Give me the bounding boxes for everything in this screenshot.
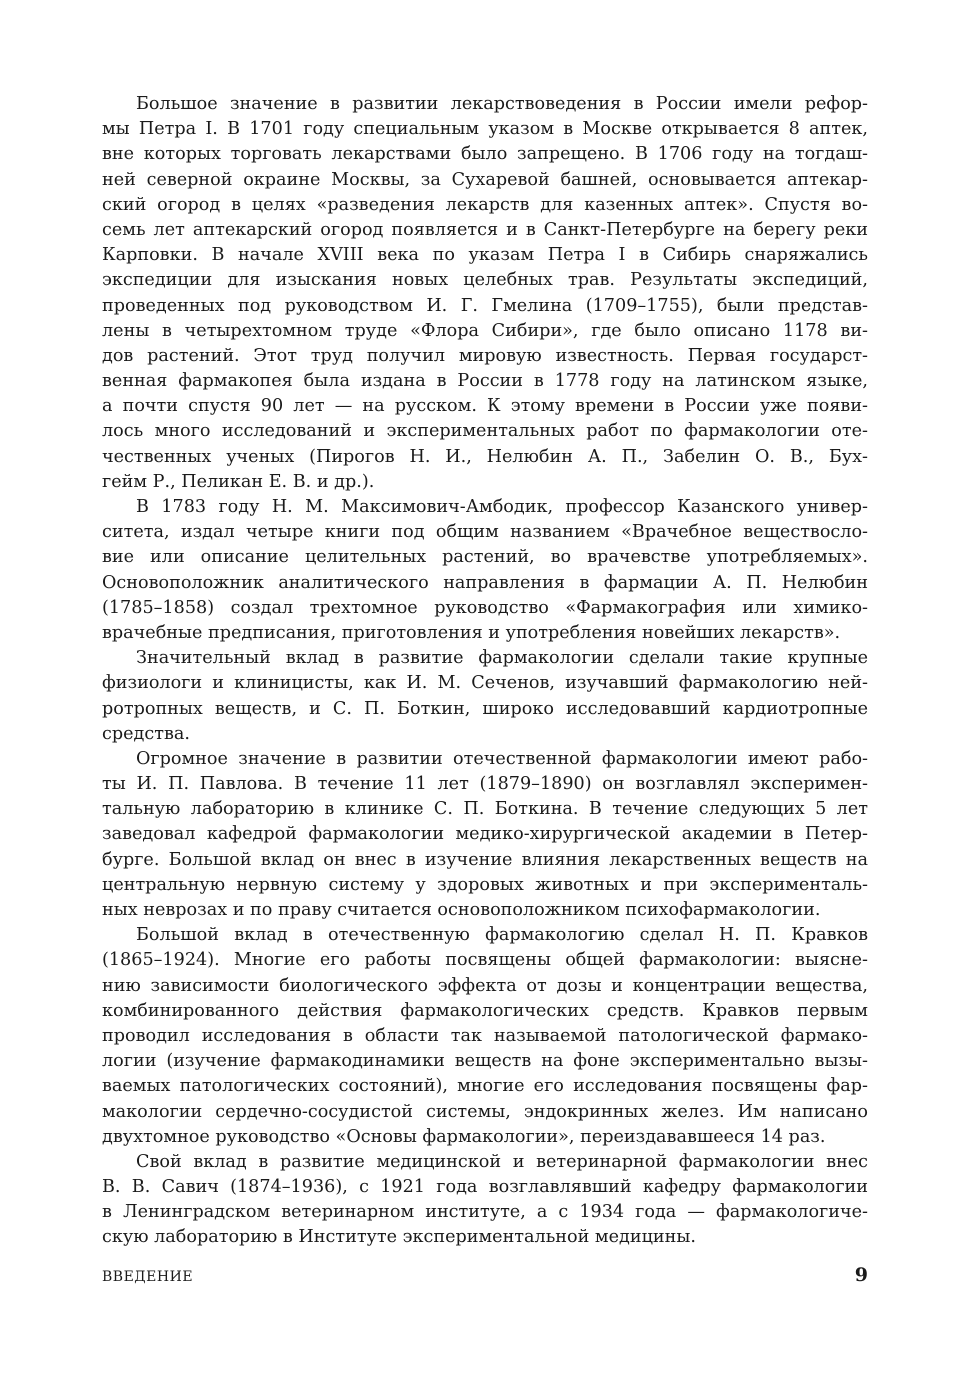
text-line: врачебные предписания, приготовления и употребления новейших лекарств». (102, 622, 841, 643)
text-line: Огромное значение в развитии отечественной фармакологии имеют рабо- (136, 748, 868, 769)
text-line: макологии сердечно-сосудистой системы, эндокринных желез. Им написано (102, 1101, 868, 1122)
text-line: проведенных под руководством И. Г. Гмелина (1709–1755), были представ- (102, 295, 868, 316)
text-line: скую лабораторию в Институте экспериментальной медицины. (102, 1227, 696, 1248)
text-line: в Ленинградском ветеринарном институте, а с 1934 года — фармакологиче- (102, 1202, 868, 1223)
body-text (102, 92, 868, 1251)
text-line: венная фармакопея была издана в России в 1778 году на латинском языке, (102, 371, 868, 392)
text-line: комбинированного действия фармакологических средств. Кравков первым (102, 1000, 868, 1021)
text-line: физиологи и клиницисты, как И. М. Сеченов, изучавший фармакологию ней- (102, 673, 868, 694)
text-line: нию зависимости биологического эффекта от дозы и концентрации вещества, (102, 975, 868, 996)
text-line: двухтомное руководство «Основы фармакологии», переиздававшееся 14 раз. (102, 1126, 826, 1147)
text-line: Основоположник аналитического направления в фармации А. П. Нелюбин (102, 572, 868, 593)
text-line: дов растений. Этот труд получил мировую известность. Первая государст- (102, 345, 868, 366)
text-line: ней северной окраине Москвы, за Сухаревой башней, основывается аптекар- (102, 169, 868, 190)
paragraph (102, 92, 868, 495)
paragraph (102, 495, 868, 646)
text-line: заведовал кафедрой фармакологии медико-хирургической академии в Петер- (102, 824, 868, 845)
text-line: мы Петра I. В 1701 году специальным указом в Москве открывается 8 аптек, (102, 119, 868, 140)
text-line: ных неврозах и по праву считается основоположником психофармакологии. (102, 900, 821, 920)
text-line: проводил исследования в области так называемой патологической фармако- (102, 1025, 868, 1046)
paragraph (102, 646, 868, 747)
text-line: экспедиции для изыскания новых целебных трав. Результаты экспедиций, (102, 270, 868, 291)
paragraph (102, 1150, 868, 1251)
text-line: вне которых торговать лекарствами было запрещено. В 1706 году на тогдаш- (102, 144, 868, 165)
paragraph (102, 747, 868, 923)
text-line: ты И. П. Павлова. В течение 11 лет (1879–1890) он возглавлял эксперимен- (102, 774, 868, 795)
text-line: Свой вклад в развитие медицинской и ветеринарной фармакологии внес (136, 1151, 868, 1172)
text-line: ротропных веществ, и С. П. Боткин, широко исследовавший кардиотропные (102, 698, 868, 719)
text-line: тальную лабораторию в клинике С. П. Боткина. В течение следующих 5 лет (102, 799, 868, 820)
text-line: средства. (102, 723, 190, 744)
running-footer-section: ВВЕДЕНИЕ (102, 1269, 194, 1285)
text-line: Карповки. В начале XVIII века по указам Петра I в Сибирь снаряжались (102, 245, 868, 266)
text-line: (1865–1924). Многие его работы посвящены общей фармакологии: выясне- (102, 950, 868, 971)
text-line: гейм Р., Пеликан Е. В. и др.). (102, 471, 375, 492)
text-line: В. В. Савич (1874–1936), с 1921 года возглавлявший кафедру фармакологии (102, 1177, 868, 1198)
text-line: Большое значение в развитии лекарствоведения в России имели рефор- (136, 94, 868, 114)
text-line: ваемых патологических состояний), многие его исследования посвящены фар- (102, 1076, 868, 1097)
text-line: бурге. Большой вклад он внес в изучение влияния лекарственных веществ на (102, 849, 868, 870)
text-line: (1785–1858) создал трехтомное руководство «Фармакография или химико- (102, 597, 868, 618)
text-line: чественных ученых (Пирогов Н. И., Нелюбин А. П., Забелин О. В., Бух- (102, 446, 868, 467)
text-line: лось много исследований и экспериментальных работ по фармакологии оте- (102, 421, 868, 442)
text-line: центральную нервную систему у здоровых животных и при эксперименталь- (102, 874, 868, 895)
text-line: Значительный вклад в развитие фармакологии сделали такие крупные (136, 648, 868, 669)
text-line: ский огород в целях «разведения лекарств для казенных аптек». Спустя во- (102, 194, 868, 215)
paragraph (102, 923, 868, 1150)
text-line: вие или описание целительных растений, во врачевстве употребляемых». (102, 547, 868, 568)
text-line: В 1783 году Н. М. Максимович-Амбодик, профессор Казанского универ- (136, 497, 868, 517)
text-line: ситета, издал четыре книги под общим названием «Врачебное веществосло- (102, 522, 868, 543)
text-line: а почти спустя 90 лет — на русском. К этому времени в России уже появи- (102, 396, 868, 417)
text-line: Большой вклад в отечественную фармакологию сделал Н. П. Кравков (136, 925, 868, 946)
text-line: семь лет аптекарский огород появляется и в Санкт-Петербурге на берегу реки (102, 219, 868, 240)
text-line: логии (изучение фармакодинамики веществ на фоне экспериментально вызы- (102, 1051, 868, 1072)
text-line: лены в четырехтомном труде «Флора Сибири», где было описано 1178 ви- (102, 320, 868, 341)
page-number: 9 (854, 1264, 868, 1286)
